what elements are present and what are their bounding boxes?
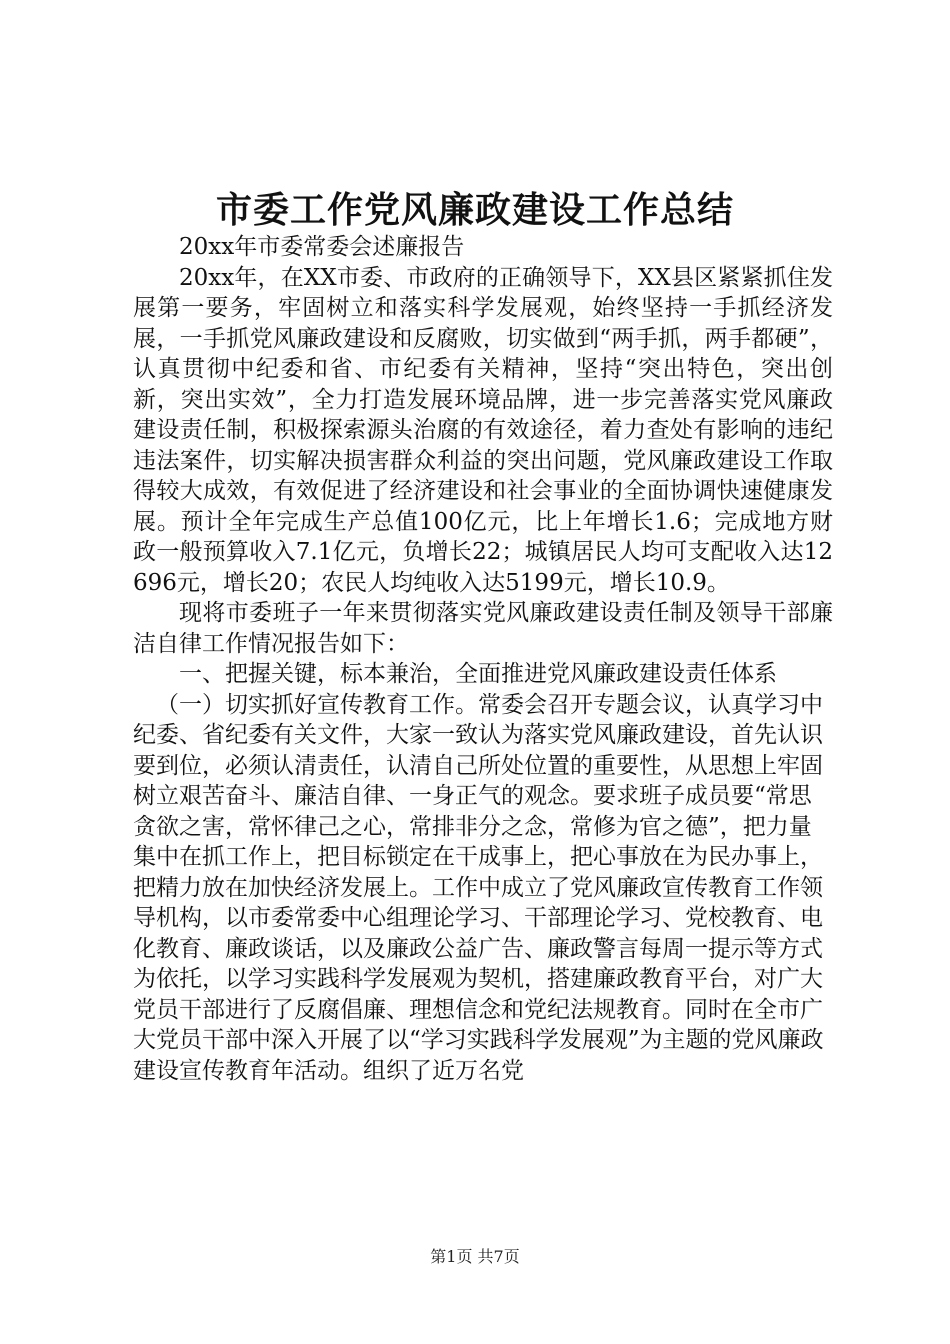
document-title: 市委工作党风廉政建设工作总结: [215, 189, 734, 231]
report-subtitle: 20xx年市委常委会述廉报告: [179, 234, 465, 260]
paragraph-intro: 20xx年，在XX市委、市政府的正确领导下，XX县区紧紧抓住发展第一要务，牢固树立和落实科学发展观，始终坚持一手抓经济发展，一手抓党风廉政建设和反腐败，切实做到“两手抓，两手都硬”，认真贯彻中纪委和省、市纪委有关精神，坚持“突出特色，突出创新，突出实效”，全力打造发展环境品牌，进一步完善落实党风廉政建设责任制，积极探索源头治腐的有效途径，着力查处有影响的违纪违法案件，切实解决损害群众利益的突出问题，党风廉政建设工作取得较大成效，有效促进了经济建设和社会事业的全面协调快速健康发展。预计全年完成生产总值100亿元，比上年增长1.6；完成地方财政一般预算收入7.1亿元，负增长22；城镇居民人均可支配收入达12696元，增长20；农民人均纯收入达5199元，增长10.9。: [133, 264, 833, 596]
paragraph-report-lead: 现将市委班子一年来贯彻落实党风廉政建设责任制及领导干部廉洁自律工作情况报告如下：: [133, 600, 833, 657]
page-number-footer: 第1页 共7页: [430, 1247, 520, 1266]
section-heading-one: 一、把握关键，标本兼治，全面推进党风廉政建设责任体系: [179, 661, 777, 687]
paragraph-subsection-one: （一）切实抓好宣传教育工作。常委会召开专题会议，认真学习中纪委、省纪委有关文件，大家一致认为落实党风廉政建设，首先认识要到位，必须认清责任，认清自己所处位置的重要性，从思想上牢固树立艰苦奋斗、廉洁自律、一身正气的观念。要求班子成员要“常思贪欲之害，常怀律己之心，常排非分之念，常修为官之德”，把力量集中在抓工作上，把目标锁定在干成事上，把心事放在为民办事上，把精力放在加快经济发展上。工作中成立了党风廉政宣传教育工作领导机构，以市委常委中心组理论学习、干部理论学习、党校教育、电化教育、廉政谈话，以及廉政公益广告、廉政警言每周一提示等方式为依托，以学习实践科学发展观为契机，搭建廉政教育平台，对广大党员干部进行了反腐倡廉、理想信念和党纪法规教育。同时在全市广大党员干部中深入开展了以“学习实践科学发展观”为主题的党风廉政建设宣传教育年活动。组织了近万名党: [133, 691, 824, 1084]
document-body: [133, 232, 833, 1086]
